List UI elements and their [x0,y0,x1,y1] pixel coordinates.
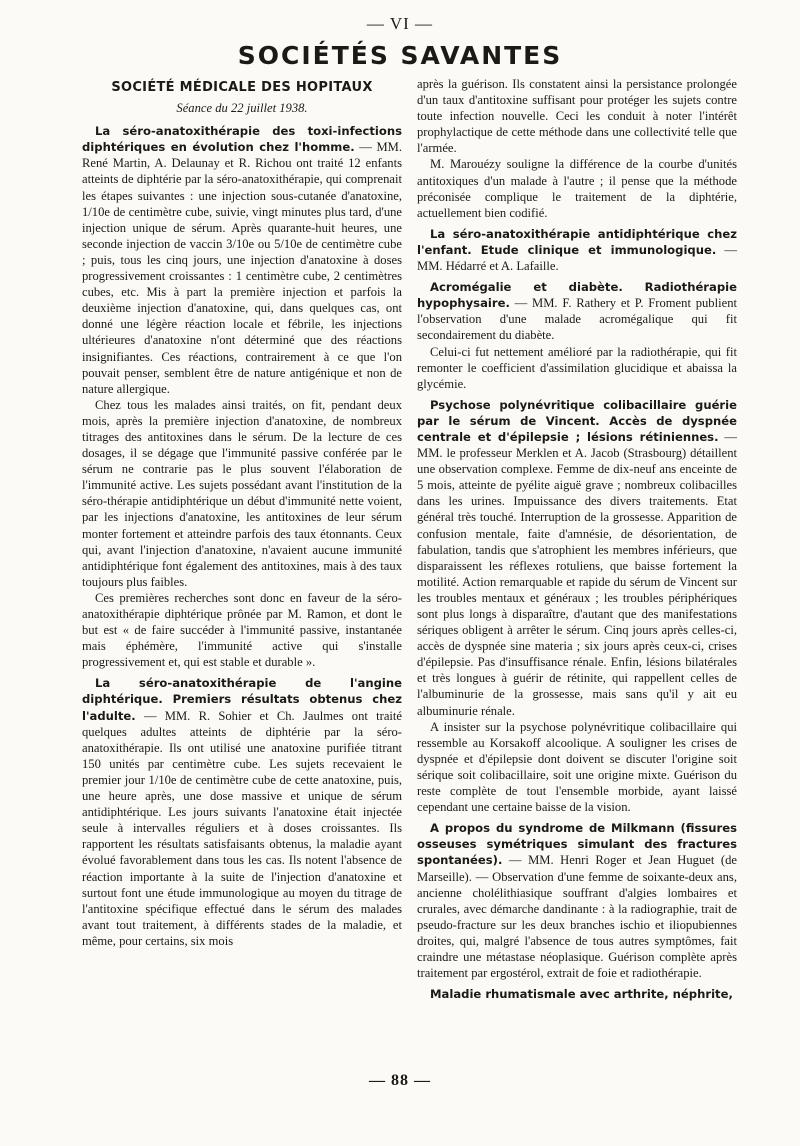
paragraph-heading: La séro-anatoxithérapie de l'angine diphtérique. Premiers résultats obtenus chez l'adulte. [82,676,402,723]
paragraph [82,123,402,397]
page-roman-numeral: — VI — [366,14,434,33]
paragraph [417,279,737,343]
paragraph-heading: A propos du syndrome de Milkmann (fissures osseuses symétriques simulant des fractures spontanées). [417,821,737,868]
paragraph-text: — MM. Hédarré et A. Lafaille. [417,242,737,274]
paragraph [417,156,737,220]
paragraph [417,344,737,392]
right-paragraphs [417,76,737,1002]
paragraph [82,397,402,590]
paragraph-text: Chez tous les malades ainsi traités, on fit, pendant deux mois, après la première injection d'anatoxine, de nombreux titrages des antitoxines dans le sérum. De la lecture de ces dosages, il se dégage que l'immunité passive conférée par le sérum ne contrarie pas le plus souvent l'élaboration de l'immunité active. Les sujets possédant avant l'institution de la séro-thérapie antidiphtérique un début d'immunité nette voient, par les injections d'anatoxine, les antitoxines de leur sérum monter fortement et atteindre parfois des taux étonnants. Ceux qui, avant l'injection d'anatoxine, n'avaient aucune immunité antidiphtérique font également des antitoxines, mais à des taux toujours plus faibles. [82,397,402,589]
paragraph-heading: La séro-anatoxithérapie antidiphtérique chez l'enfant. Etude clinique et immunologique. [417,226,737,257]
paragraph-text: Ces premières recherches sont donc en faveur de la séro-anatoxithérapie diphtérique prônée par M. Ramon, et dont le but est « de faire succéder à l'immunité passive, instantanée mais éphémère, l'immunité active qui s'installe progressivement et, qui est stable et durable ». [82,590,402,670]
paragraph [417,226,737,274]
paragraph-heading: La séro-anatoxithérapie des toxi-infections diphtériques en évolution chez l'homme. [82,124,402,155]
paragraph [417,986,737,1002]
paragraph-text: — MM. Henri Roger et Jean Huguet (de Marseille). — Observation d'une femme de soixante-deux ans, ancienne cholélithiasique souffrant d'algies lombaires et crurales, avec démarche dandinante : à la radiographie, trait de pseudo-fracture sur les deux branches ischio et iliopubiennes droites, qui, malgré l'absence de tous autres symptômes, fait craindre une métastase néoplasique. Guérison complète après traitement par ergostérol, extrait de foie et radiothérapie. [417,853,737,981]
paragraph-text: — MM. F. Rathery et P. Froment publient l'observation d'une malade acromégalique qui fit secondairement du diabète. [417,296,737,343]
section-title: SOCIÉTÉ MÉDICALE DES HOPITAUX [111,80,373,95]
paragraph-text: A insister sur la psychose polynévritique colibacillaire qui ressemble au Korsakoff alcoolique. A souligner les crises de dyspnée et d'épilepsie dont doivent se discuter l'origine soit sérique soit colibacillaire, soit une origine mixte. Guérison du reste complète de tout l'ensemble morbide, ayant laissé cependant une certaine baisse de la vision. [417,719,737,815]
paragraph [82,675,402,949]
left-paragraphs [82,123,402,949]
page-number: — 88 — [369,1072,431,1089]
paragraph-text: M. Marouézy souligne la différence de la courbe d'unités antitoxiques d'un malade à l'autre ; il pense que la méthode préconisée complique le traitement de la diphtérie, actuellement bien codifié. [417,157,737,220]
paragraph-text: — MM. R. Sohier et Ch. Jaulmes ont traité quelques adultes atteints de diphtérie par la séro-anatoxithérapie. Ils ont utilisé une anatoxine purifiée titrant 150 unités par centimètre cube. Les sujets recevaient le premier jour 1/10e de centimètre cube de cette anatoxine, puis, une heure après, une dose massive et unique de sérum antidiphtérique. Les jours suivants l'anatoxine était injectée seule à intervalles réguliers et à doses croissantes. Ils rapportent les résultats satisfaisants obtenus, la maladie ayant évolué favorablement dans tous les cas. Ils notent l'absence de réaction importante à la suite de l'injection d'anatoxine et surtout font une étude immunologique au moyen du titrage de l'antitoxine spécifique effectué dans le sérum des malades avant tout traitement, à différents stades de la maladie, et même, pour certains, six mois [82,708,402,948]
paragraph-heading: Acromégalie et diabète. Radiothérapie hypophysaire. [417,280,737,311]
paragraph-text: — MM. le professeur Merklen et A. Jacob (Strasbourg) détaillent une observation complexe. Femme de dix-neuf ans enceinte de 5 mois, atteinte de pyélite aiguë grave ; nombreux colibacilles dans les urines. Impuissance des divers traitements. Etat général très touché. Interruption de la grossesse. Apparition de confusion mentale, faite d'amnésie, de désorientation, de fabulation, tandis que s'atrophient les membres inférieurs, que disparaissent les réflexes rotuliens, que baisse fortement la motilité. Action remarquable et rapide du sérum de Vincent sur les troubles mentaux et généraux ; les troubles périphériques sont plus longs à disparaître, d'autant que des manifestations sériques obligent à arrêter le sérum. Cinq jours après celles-ci, accès de dyspnée sine materia ; six jours après ceux-ci, crises d'épilepsie. Pas d'insuffisance rénale. Enfin, lésions bilatérales et très longues à guérir de rétinite, qui rappellent celles de l'albuminurie de la grossesse, mais sans qu'il y ait eu albuminurie rénale. [417,429,738,718]
paragraph-heading: Psychose polynévritique colibacillaire guérie par le sérum de Vincent. Accès de dyspnée centrale et d'épilepsie ; lésions rétiniennes. [417,397,737,444]
paragraph [417,397,737,719]
paragraph-text: après la guérison. Ils constatent ainsi la persistance prolongée d'un taux d'antitoxine suffisant pour protéger les sujets contre toute infection nouvelle. Ceci les conduit à noter l'intérêt prophylactique de cette méthode dans une collectivité telle que l'armée. [417,77,737,156]
paragraph-text: Celui-ci fut nettement amélioré par la radiothérapie, qui fit remonter le coefficient d'assimilation glucidique et abaissa la glycémie. [417,344,737,391]
session-date: Séance du 22 juillet 1938. [176,101,308,116]
right-column [417,76,737,1002]
paragraph-heading: Maladie rhumatismale avec arthrite, néphrite, [430,987,733,1002]
paragraph [417,76,737,156]
paragraph-text: — MM. René Martin, A. Delaunay et R. Richou ont traité 12 enfants atteints de diphtérie par la séro-anatoxithérapie, qui comprenait les étapes suivantes : une injection sous-cutanée d'anatoxine, 1/10e de centimètre cube, suivie, vingt minutes plus tard, d'une injection unique de sérum. Après quarante-huit heures, une seconde injection de vaccin 3/10e ou 5/10e de centimètre cube ; puis, tous les cinq jours, une injection d'anatoxine à doses progressivement croissantes : 1 centimètre cube, 2 centimètres cubes, etc. Mis à part la première injection et parfois la deuxième injection d'anatoxine, qui, dans quelques cas, ont donné une légère réaction locale et fébrile, les injections ultérieures d'anatoxine n'ont déterminé que des réactions insignifiantes. Ces réactions, contrairement à ce que l'on pouvait penser, semblent être de nature antigénique et non de nature allergique. [82,140,402,396]
left-column [82,80,402,949]
paragraph [417,719,737,816]
paragraph [417,820,737,981]
page-title: SOCIÉTÉS SAVANTES [237,41,563,70]
paragraph [82,590,402,670]
